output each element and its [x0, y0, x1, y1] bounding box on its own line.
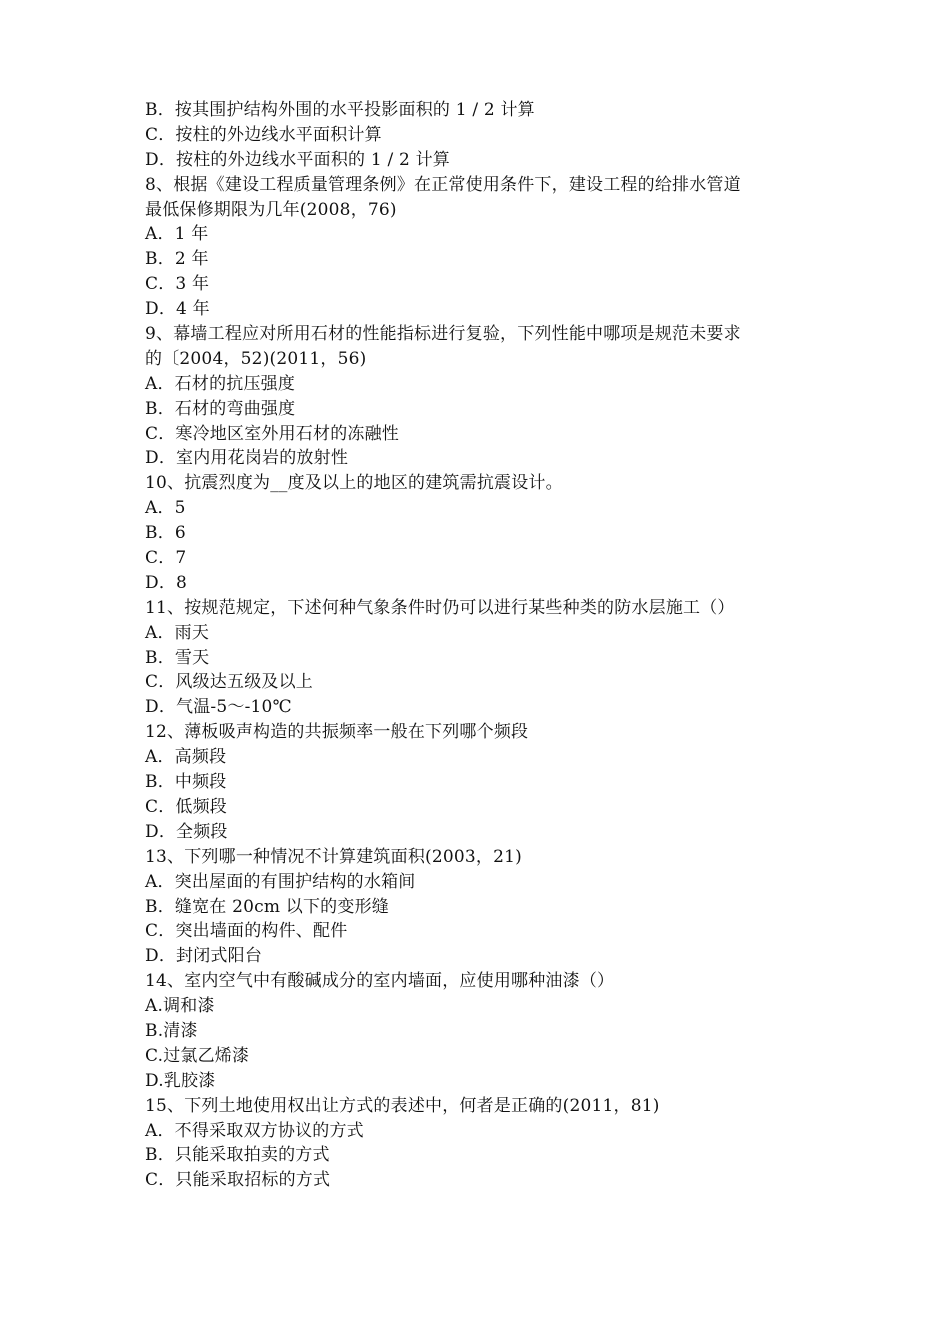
- option-line: B．只能采取拍卖的方式: [145, 1145, 330, 1166]
- option-line: D．4 年: [145, 299, 210, 320]
- option-line: B．6: [145, 523, 186, 544]
- option-line: A．突出屋面的有围护结构的水箱间: [145, 871, 416, 892]
- question-15: 15、下列土地使用权出让方式的表述中，何者是正确的(2011，81): [145, 1095, 660, 1116]
- option-line: D．封闭式阳台: [145, 946, 263, 967]
- question-9-continued: 的〔2004，52)(2011，56): [145, 348, 367, 369]
- option-line: C．只能采取招标的方式: [145, 1170, 331, 1191]
- option-line: D．全频段: [145, 821, 228, 842]
- option-line: B．2 年: [145, 249, 209, 270]
- option-line: D.乳胶漆: [145, 1070, 216, 1091]
- option-line: A．石材的抗压强度: [145, 373, 296, 394]
- option-line: A．5: [145, 498, 186, 519]
- option-line: B．石材的弯曲强度: [145, 398, 296, 419]
- option-line: A．高频段: [145, 747, 227, 768]
- option-line: D．气温-5～-10℃: [145, 697, 292, 718]
- option-line: B.清漆: [145, 1020, 198, 1041]
- option-line: A．不得采取双方协议的方式: [145, 1120, 364, 1141]
- option-line: D．8: [145, 572, 188, 593]
- option-line: A．雨天: [145, 622, 210, 643]
- option-line: D．室内用花岗岩的放射性: [145, 448, 349, 469]
- document-body: [145, 98, 825, 1193]
- option-line: D．按柱的外边线水平面积的 1 / 2 计算: [145, 149, 451, 170]
- question-13: 13、下列哪一种情况不计算建筑面积(2003，21): [145, 846, 522, 867]
- option-line: C．低频段: [145, 796, 228, 817]
- option-line: A.调和漆: [145, 996, 215, 1017]
- question-11: 11、按规范规定，下述何种气象条件时仍可以进行某些种类的防水层施工（）: [145, 597, 735, 618]
- option-line: B．雪天: [145, 647, 210, 668]
- question-8-continued: 最低保修期限为几年(2008，76): [145, 199, 397, 220]
- question-12: 12、薄板吸声构造的共振频率一般在下列哪个频段: [145, 722, 529, 743]
- question-14: 14、室内空气中有酸碱成分的室内墙面，应使用哪种油漆（）: [145, 971, 615, 992]
- option-line: C．突出墙面的构件、配件: [145, 921, 348, 942]
- option-line: C．风级达五级及以上: [145, 672, 314, 693]
- option-line: B．按其围护结构外围的水平投影面积的 1 / 2 计算: [145, 100, 535, 120]
- option-line: C．寒冷地区室外用石材的冻融性: [145, 423, 400, 444]
- question-10: 10、抗震烈度为__度及以上的地区的建筑需抗震设计。: [145, 473, 563, 494]
- option-line: B．中频段: [145, 772, 227, 793]
- question-8: 8、根据《建设工程质量管理条例》在正常使用条件下，建设工程的给排水管道: [145, 174, 741, 195]
- question-9: 9、幕墙工程应对所用石材的性能指标进行复验，下列性能中哪项是规范未要求: [145, 324, 741, 345]
- option-line: C.过氯乙烯漆: [145, 1045, 250, 1066]
- option-line: C．3 年: [145, 274, 210, 295]
- option-line: C．按柱的外边线水平面积计算: [145, 124, 382, 145]
- option-line: B．缝宽在 20cm 以下的变形缝: [145, 896, 389, 917]
- option-line: C．7: [145, 548, 187, 569]
- option-line: A．1 年: [145, 224, 209, 245]
